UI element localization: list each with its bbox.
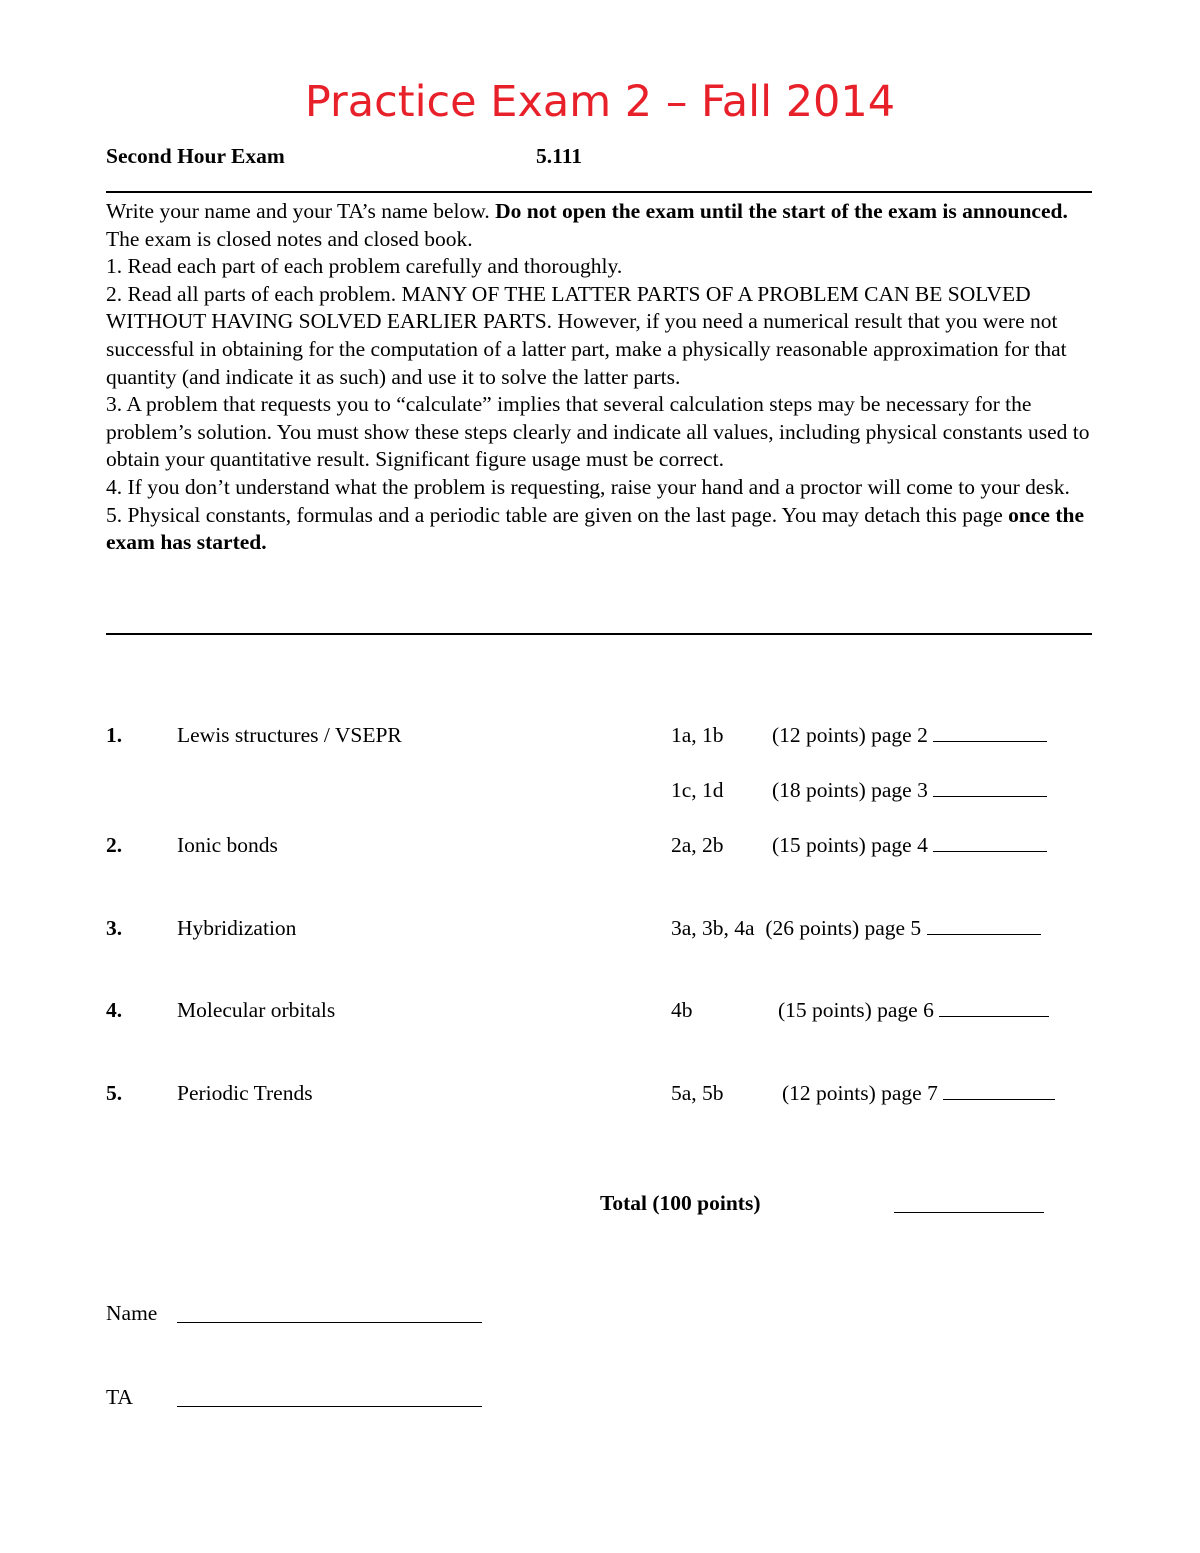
problem-number: 2. — [106, 833, 123, 857]
problem-number: 5. — [106, 1081, 123, 1105]
course-number: 5.111 — [536, 144, 583, 168]
instruction-item-5 — [106, 502, 1096, 557]
problem-score — [778, 996, 1049, 1024]
instruction-item-3: 3. A problem that requests you to “calculate” implies that several calculation steps may be necessary for the problem’s solution. You must show these steps clearly and indicate all values, including physical constants used to obtain your quantitative result. Significant figure usage must be correct. — [106, 392, 1090, 472]
bottom-divider — [106, 633, 1092, 635]
score-blank[interactable] — [933, 723, 1047, 742]
ta-blank[interactable] — [177, 1406, 482, 1407]
problem-parts: 3a, 3b, 4a — [671, 916, 755, 940]
total-blank[interactable] — [894, 1212, 1044, 1213]
problem-score — [772, 831, 1047, 859]
problem-topic: Hybridization — [177, 916, 297, 940]
total-label: Total (100 points) — [600, 1191, 761, 1215]
problem-number: 1. — [106, 723, 123, 747]
page-title: Practice Exam 2 – Fall 2014 — [304, 77, 896, 127]
score-blank[interactable] — [933, 833, 1047, 852]
problem-parts: 1a, 1b — [671, 723, 724, 747]
problem-parts: 2a, 2b — [671, 833, 724, 857]
problem-topic: Lewis structures / VSEPR — [177, 723, 402, 747]
problem-score-text: (15 points) page 4 — [772, 833, 928, 857]
problem-score-text: (15 points) page 6 — [778, 998, 934, 1022]
exam-name: Second Hour Exam — [106, 144, 285, 168]
problem-score-text: (12 points) page 7 — [782, 1081, 938, 1105]
problem-parts: 1c, 1d — [671, 778, 724, 802]
name-label: Name — [106, 1301, 158, 1325]
instruction-item-4: 4. If you don’t understand what the problem is requesting, raise your hand and a proctor will come to your desk. — [106, 474, 1070, 499]
problem-parts-score — [671, 914, 1041, 942]
instruction-item-2: 2. Read all parts of each problem. MANY OF THE LATTER PARTS OF A PROBLEM CAN BE SOLVED WITHOUT HAVING SOLVED EARLIER PARTS. However, if you need a numerical result that you were not successful in obtaining for the computation of a latter part, make a physically reasonable approximation for that quantity (and indicate it as such) and use it to solve the latter parts. — [106, 281, 1067, 389]
problem-parts: 4b — [671, 998, 693, 1022]
intro-text: Write your name and your TA’s name below. — [106, 199, 496, 223]
score-blank[interactable] — [943, 1081, 1055, 1100]
score-blank[interactable] — [939, 998, 1049, 1017]
problem-score — [782, 1079, 1055, 1107]
ta-label: TA — [106, 1385, 133, 1409]
item5-text: 5. Physical constants, formulas and a periodic table are given on the last page. You may detach this page — [106, 502, 1009, 527]
top-divider — [106, 191, 1092, 193]
name-blank[interactable] — [177, 1322, 482, 1323]
problem-score-text: (12 points) page 2 — [772, 723, 928, 747]
intro-text-end: The exam is closed notes and closed book. — [106, 226, 473, 251]
instructions-intro — [106, 198, 1096, 253]
item5-bold-text: once the exam has started. — [106, 502, 1084, 555]
score-blank[interactable] — [927, 916, 1041, 935]
instruction-item-1: 1. Read each part of each problem carefully and thoroughly. — [106, 254, 623, 279]
problem-number: 3. — [106, 916, 123, 940]
problem-number: 4. — [106, 998, 123, 1022]
problem-score-text: (26 points) page 5 — [765, 916, 922, 940]
problem-parts: 5a, 5b — [671, 1081, 724, 1105]
intro-bold-text: Do not open the exam until the start of the exam is announced. — [495, 199, 1068, 223]
problem-score-text: (18 points) page 3 — [772, 778, 928, 802]
problem-topic: Periodic Trends — [177, 1081, 313, 1105]
score-blank[interactable] — [933, 778, 1047, 797]
problem-score — [772, 721, 1047, 749]
problem-topic: Molecular orbitals — [177, 998, 336, 1022]
problem-score — [772, 776, 1047, 804]
instructions — [106, 198, 1096, 557]
problem-topic: Ionic bonds — [177, 833, 278, 857]
